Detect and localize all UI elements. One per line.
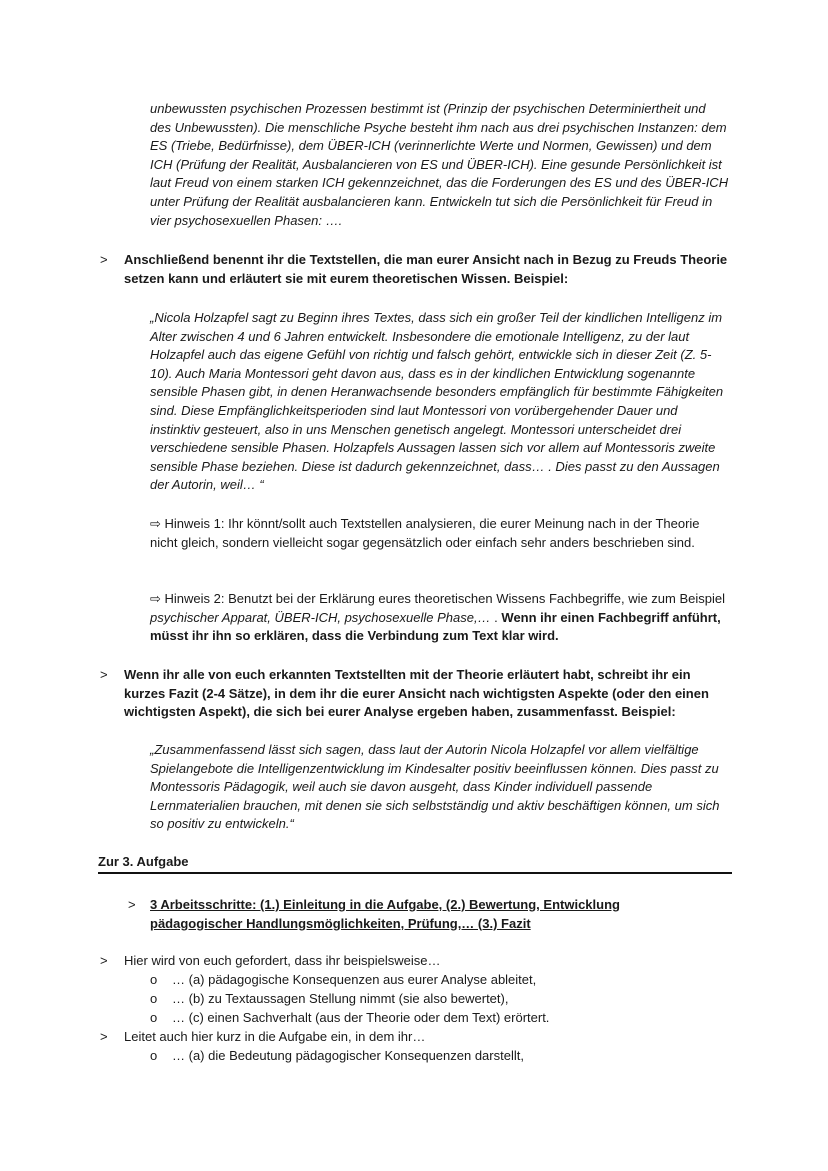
list-item: … (a) die Bedeutung pädagogischer Konsequenzen darstellt, [172,1048,524,1063]
bullet-marker: > [100,953,108,968]
bullet-marker: > [100,252,108,267]
list-item: … (c) einen Sachverhalt (aus der Theorie oder dem Text) erörtert. [172,1010,550,1025]
instruction-einleitung: Leitet auch hier kurz in die Aufgabe ein, in dem ihr… [124,1029,426,1044]
bullet-marker: > [100,1029,108,1044]
arbeitsschritte: 3 Arbeitsschritte: (1.) Einleitung in die Aufgabe, (2.) Bewertung, Entwicklung pädagogischer Handlungsmöglichkeiten, Prüfung,… (3.) Fazit [150,897,620,931]
hint-1-text: Hinweis 1: Ihr könnt/sollt auch Textstellen analysieren, die eurer Meinung nach in der Theorie nicht gleich, sondern vielleicht sogar gegensätzlich oder einfach sehr anders beschrieben sind. [150,516,700,550]
hint-2 [150,590,730,646]
instruction-textstellen: Anschließend benennt ihr die Textstellen, die man eurer Ansicht nach in Bezug zu Freuds Theorie setzen kann und erläutert sie mit eurem theoretischen Wissen. Beispiel: [124,252,728,286]
circle-marker: o [150,1010,158,1025]
hint-2-separator: . [490,609,502,625]
hint-2-terms: psychischer Apparat, ÜBER-ICH, psychosexuelle Phase,… [150,609,491,625]
list-item: … (a) pädagogische Konsequenzen aus eurer Analyse ableitet, [172,972,537,987]
bullet-marker: > [128,897,136,912]
hint-2-emphasis: Wenn ihr einen Fachbegriff anführt, müsst ihr ihn so erklären, dass die Verbindung zum Text klar wird. [150,609,721,644]
circle-marker: o [150,991,158,1006]
hint-1 [150,515,730,552]
instruction-fazit: Wenn ihr alle von euch erkannten Textstellten mit der Theorie erläutert habt, schreibt ihr ein kurzes Fazit (2-4 Sätze), in dem ihr die eurer Ansicht nach wichtigsten Aspekte (oder den einen wichtigsten Aspekt), die sich bei eurer Analyse ergeben haben, zusammenfasst. Beispiel: [124,667,709,720]
circle-marker: o [150,1048,158,1063]
arrow-right-icon: ⇨ [150,591,161,606]
instruction-gefordert: Hier wird von euch gefordert, dass ihr beispielsweise… [124,953,441,968]
section-divider [98,872,732,874]
hint-2-text: Hinweis 2: Benutzt bei der Erklärung eures theoretischen Wissens Fachbegriffe, wie zum Beispiel [164,591,726,606]
arrow-right-icon: ⇨ [150,516,161,531]
intro-paragraph: unbewussten psychischen Prozessen bestimmt ist (Prinzip der psychischen Determiniertheit und des Unbewussten). Die menschliche Psyche besteht ihm nach aus drei psychischen Instanzen: dem ES (Triebe, Bedürfnisse), dem ÜBER-ICH (verinnerlichte Werte und Normen, Gewissen) und dem ICH (Prüfung der Realität, Ausbalancieren von ES und ÜBER-ICH). Eine gesunde Persönlichkeit ist laut Freud von einem starken ICH gekennzeichnet, das die Forderungen des ES und des ÜBER-ICH unter Prüfung der Realität ausbalancieren kann. Entwickeln tut sich die Persönlichkeit für Freud in vier psychosexuellen Phasen: …. [150,101,729,228]
circle-marker: o [150,972,158,987]
example-quote-fazit: „Zusammenfassend lässt sich sagen, dass laut der Autorin Nicola Holzapfel vor allem vielfältige Spielangebote die Intelligenzentwicklung im Kindesalter positiv beeinflussen können. Dies passt zu Montessoris Pädagogik, weil auch sie davon ausgeht, dass Kinder individuell passende Lernmaterialien brauchen, mit denen sie sich selbstständig und aktiv beschäftigen können, um sich so positiv zu entwickeln.“ [150,742,720,832]
section-heading-aufgabe-3: Zur 3. Aufgabe [98,854,189,869]
list-item: … (b) zu Textaussagen Stellung nimmt (sie also bewertet), [172,991,509,1006]
bullet-marker: > [100,667,108,682]
example-quote-analysis: „Nicola Holzapfel sagt zu Beginn ihres Textes, dass sich ein großer Teil der kindlichen Intelligenz im Alter zwischen 4 und 6 Jahren entwickelt. Insbesondere die emotionale Intelligenz, zu der laut Holzapfel auch das eigene Gefühl von richtig und falsch gehört, entwickle sich in dieser Zeit (Z. 5-10). Auch Maria Montessori geht davon aus, dass es in der kindlichen Entwicklung sogenannte sensible Phasen gibt, in denen Heranwachsende besonders empfänglich für bestimmte Fähigkeiten sind. Diese Empfänglichkeitsperioden sind laut Montessori von vorübergehender Dauer und instinktiv gesteuert, also in uns Menschen genetisch angelegt. Montessori unterscheidet drei verschiedene sensible Phasen. Holzapfels Aussagen lassen sich vor allem auf Montessoris zweite sensible Phase beziehen. Diese ist dadurch gekennzeichnet, dass… . Dies passt zu den Aussagen der Autorin, weil… “ [150,310,724,493]
